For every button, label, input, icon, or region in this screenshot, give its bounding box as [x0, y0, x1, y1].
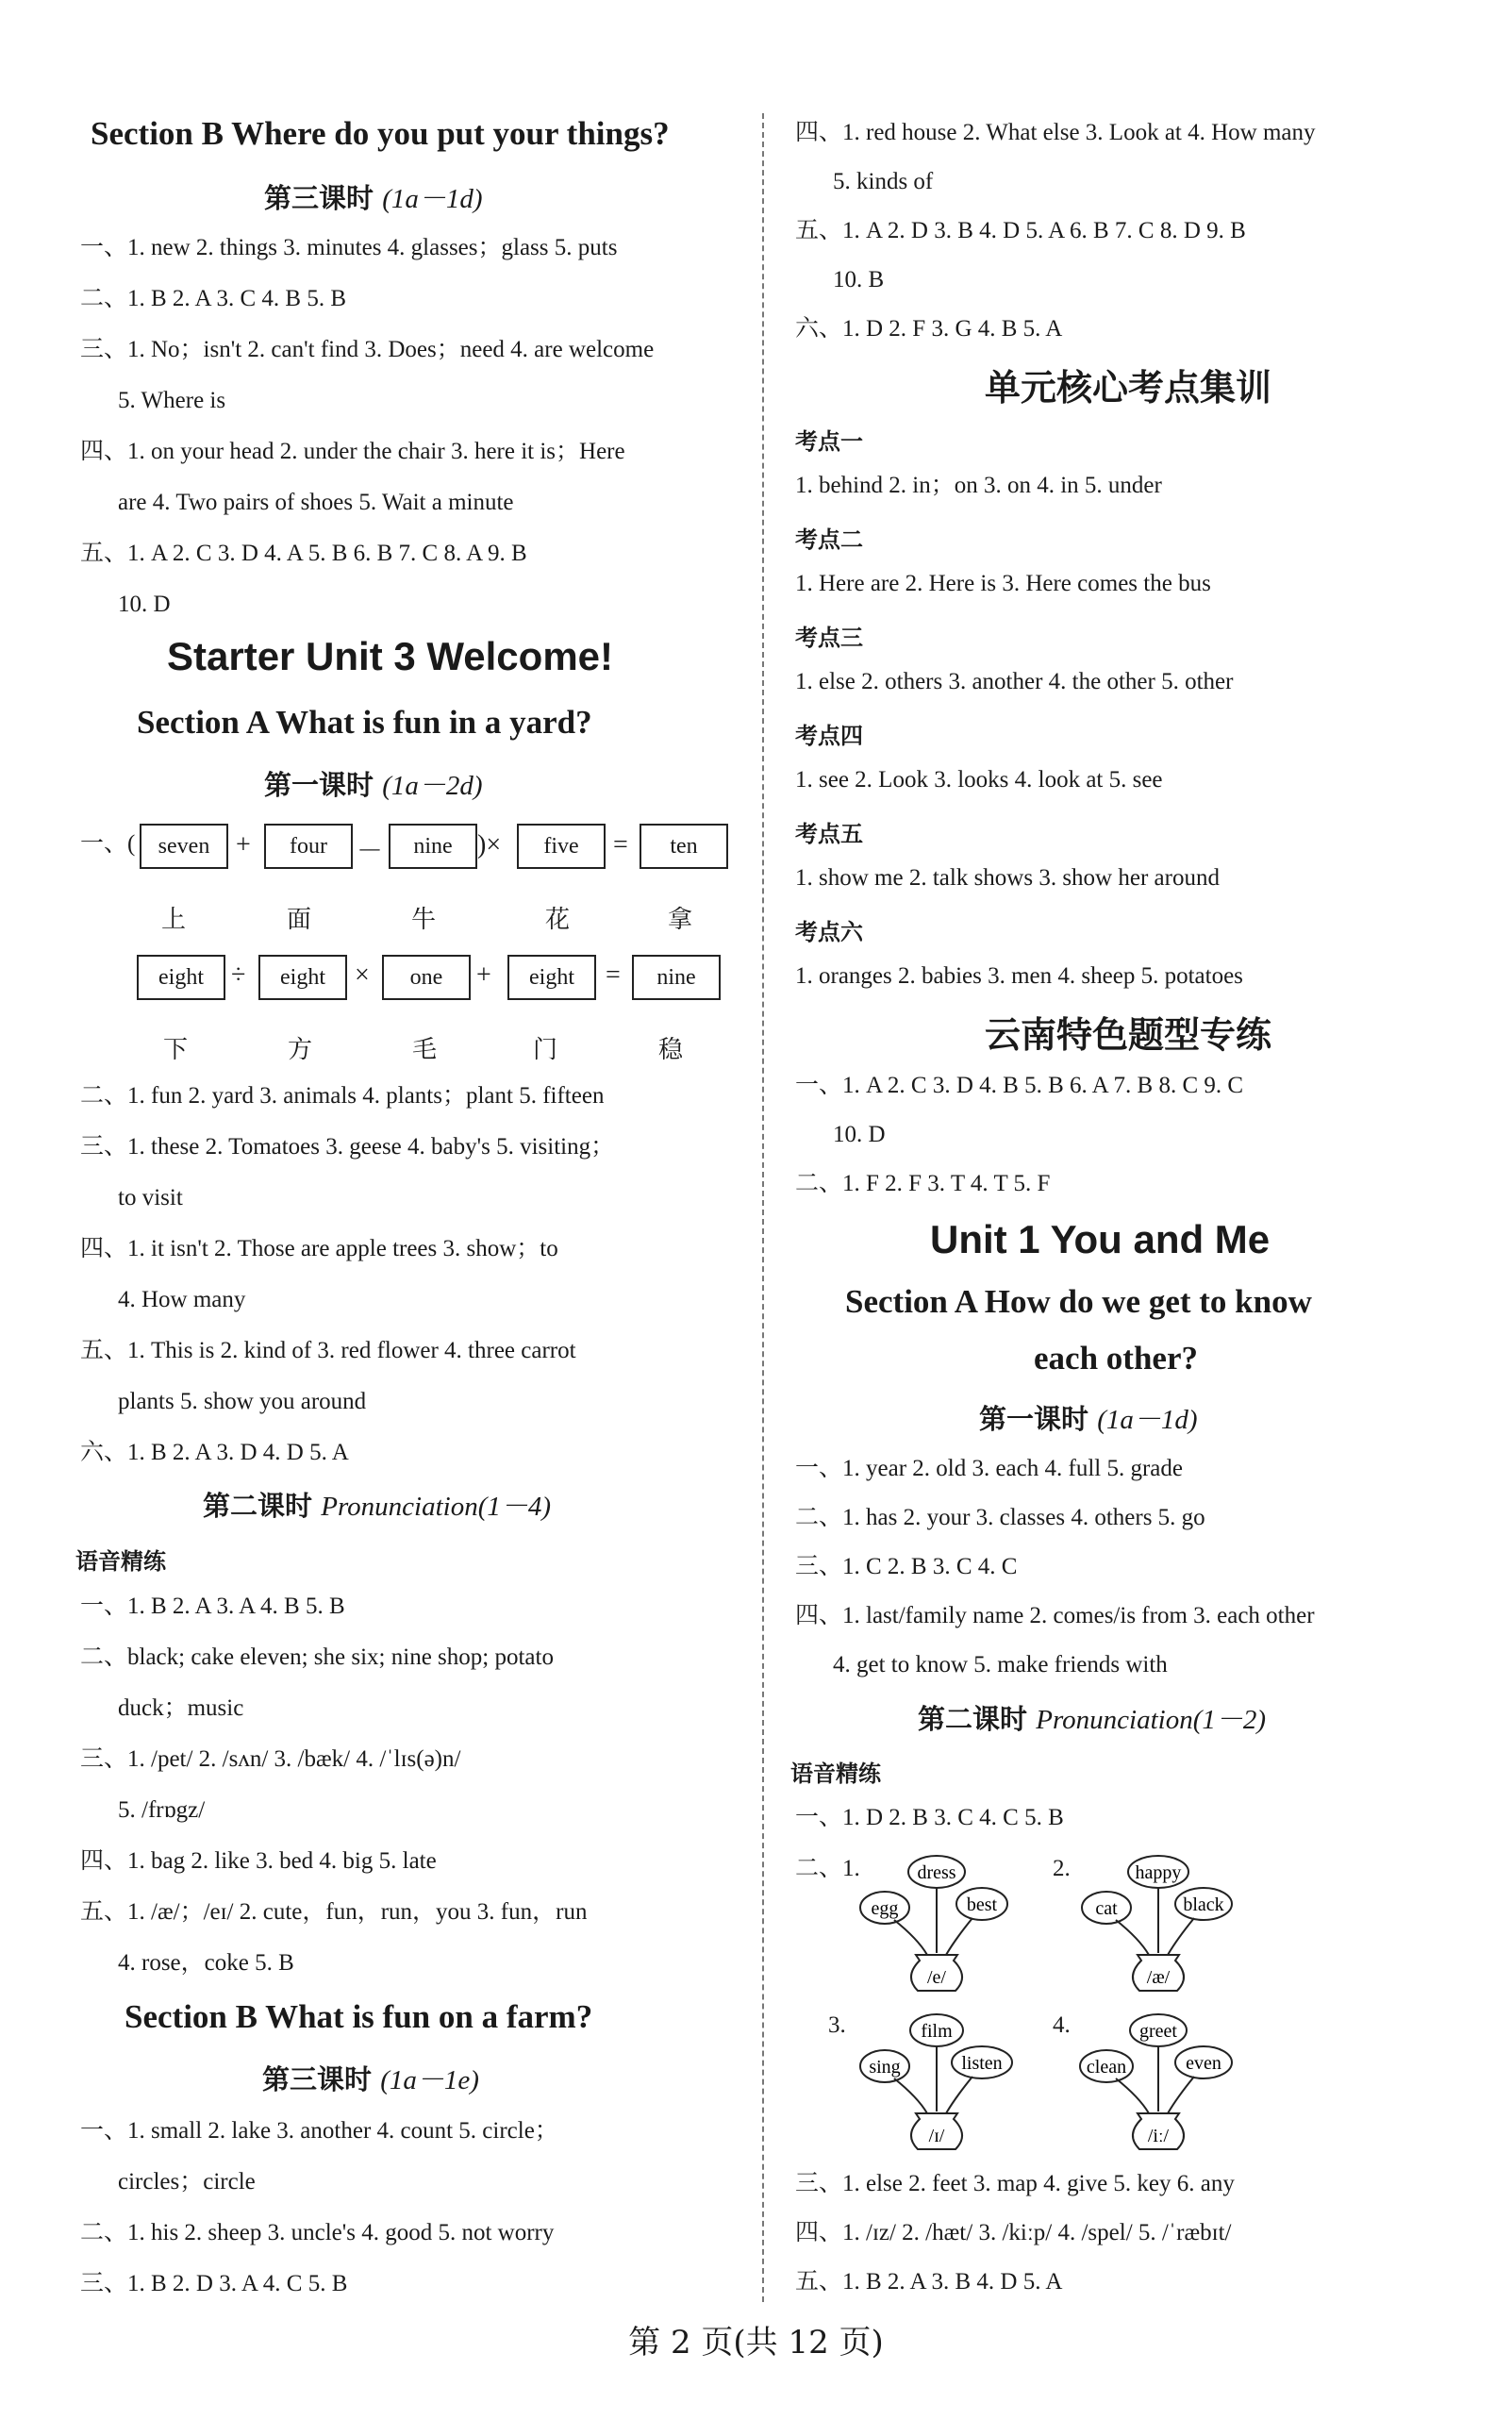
answer-line: 一、1. small 2. lake 3. another 4. count 5. circle； — [80, 2118, 558, 2144]
answer-line: 四、1. last/family name 2. comes/is from 3. each other — [795, 1603, 1315, 1628]
vase-word: sing — [869, 2057, 901, 2078]
word-vase — [852, 2008, 1022, 2158]
chinese-char: 花 — [545, 906, 571, 934]
operator: = — [613, 830, 628, 860]
vase-word: film — [921, 2021, 953, 2042]
word-vase — [1073, 2008, 1243, 2158]
answer-line: 一、1. year 2. old 3. each 4. full 5. grade — [795, 1456, 1183, 1481]
section-heading: Section B Where do you put your things? — [91, 115, 670, 152]
answer-line: 五、1. /æ/；/eɪ/ 2. cute，fun，run，you 3. fun，run — [80, 1899, 588, 1925]
vase-word: clean — [1086, 2057, 1127, 2078]
unit-heading: Unit 1 You and Me — [930, 1217, 1271, 1261]
operator: + — [476, 960, 491, 990]
answer-line: plants 5. show you around — [118, 1389, 367, 1414]
answer-line: are 4. Two pairs of shoes 5. Wait a minute — [118, 490, 514, 515]
answer-line: 1. else 2. others 3. another 4. the other 5. other — [795, 669, 1234, 694]
operator: × — [355, 960, 370, 990]
chinese-char: 毛 — [412, 1036, 438, 1064]
answer-line: 10. D — [833, 1122, 886, 1147]
answer-line: 二、1. fun 2. yard 3. animals 4. plants；plant 5. fifteen — [80, 1083, 605, 1109]
answer-line: to visit — [118, 1185, 183, 1210]
answer-line: 4. get to know 5. make friends with — [833, 1652, 1168, 1677]
answer-line: 三、1. /pet/ 2. /sʌn/ 3. /bæk/ 4. /ˈlɪs(ə)n/ — [80, 1746, 461, 1772]
operator: ÷ — [231, 960, 246, 990]
word-vase — [852, 1849, 1022, 1999]
section-heading: each other? — [1034, 1340, 1198, 1377]
kaodian-label: 考点一 — [795, 428, 863, 455]
vase-word: dress — [917, 1862, 956, 1883]
operator: )× — [477, 830, 502, 860]
answer-line: 一、1. D 2. B 3. C 4. C 5. B — [795, 1805, 1064, 1830]
chinese-char: 面 — [287, 906, 312, 934]
word-box: five — [517, 824, 606, 869]
lesson-heading: 第一课时 (1a－2d) — [264, 769, 483, 801]
word-box: four — [264, 824, 353, 869]
lesson-heading: 第二课时 Pronunciation(1－2) — [918, 1703, 1267, 1735]
word-box: one — [382, 955, 471, 1000]
answer-line: 二、black; cake eleven; she six; nine shop; potato — [80, 1644, 554, 1670]
vase-sound: /iː/ — [1147, 2126, 1170, 2146]
chinese-char: 门 — [533, 1036, 558, 1064]
answer-line: 一、1. B 2. A 3. A 4. B 5. B — [80, 1594, 345, 1619]
answer-line: 1. behind 2. in；on 3. on 4. in 5. under — [795, 473, 1162, 498]
answer-line: circles；circle — [118, 2169, 256, 2195]
chinese-char: 方 — [288, 1036, 313, 1064]
answer-line: 五、1. A 2. C 3. D 4. A 5. B 6. B 7. C 8. A 9. B — [80, 541, 527, 566]
column-divider — [762, 113, 764, 2302]
word-box: nine — [389, 824, 477, 869]
core-title: 单元核心考点集训 — [985, 367, 1272, 409]
section-heading: Section B What is fun on a farm? — [125, 1998, 593, 2035]
answer-line: 五、1. B 2. A 3. B 4. D 5. A — [795, 2269, 1063, 2295]
kaodian-label: 考点二 — [795, 526, 863, 553]
lesson-heading: 第三课时 (1a－1e) — [262, 2063, 479, 2095]
answer-line: 1. see 2. Look 3. looks 4. look at 5. see — [795, 767, 1163, 793]
answer-line: 三、1. No；isn't 2. can't find 3. Does；need 4. are welcome — [80, 337, 655, 362]
answer-line: 二、1. his 2. sheep 3. uncle's 4. good 5. not worry — [80, 2220, 555, 2245]
answer-line: 三、1. C 2. B 3. C 4. C — [795, 1554, 1018, 1579]
answer-line: 1. oranges 2. babies 3. men 4. sheep 5. potatoes — [795, 963, 1243, 989]
answer-line: 二、1. B 2. A 3. C 4. B 5. B — [80, 286, 346, 311]
operator: + — [236, 830, 251, 860]
page-footer: 第 2 页(共 12 页) — [628, 2324, 884, 2362]
answer-line: 1. show me 2. talk shows 3. show her around — [795, 865, 1220, 891]
vase-word: black — [1183, 1894, 1224, 1915]
answer-line: 四、1. bag 2. like 3. bed 4. big 5. late — [80, 1848, 437, 1874]
answer-line: 1. Here are 2. Here is 3. Here comes the bus — [795, 571, 1211, 596]
answer-line: 三、1. else 2. feet 3. map 4. give 5. key 6. any — [795, 2171, 1235, 2196]
word-box: eight — [137, 955, 225, 1000]
answer-line: 4. How many — [118, 1287, 246, 1312]
unit-heading: Starter Unit 3 Welcome! — [167, 634, 614, 678]
answer-line: 10. B — [833, 267, 885, 292]
answer-line: 二、1. F 2. F 3. T 4. T 5. F — [795, 1171, 1051, 1196]
vase-word: best — [966, 1894, 998, 1915]
answer-line: 5. /frɒgz/ — [118, 1797, 206, 1823]
answer-line: 一、1. A 2. C 3. D 4. B 5. B 6. A 7. B 8. C 9. C — [795, 1073, 1244, 1098]
vase-sound: /æ/ — [1146, 1967, 1171, 1988]
lesson-heading: 第三课时 (1a－1d) — [264, 182, 483, 214]
answer-line: 二、1. has 2. your 3. classes 4. others 5. go — [795, 1505, 1205, 1530]
answer-line: 六、1. D 2. F 3. G 4. B 5. A — [795, 316, 1063, 342]
answer-line: 五、1. This is 2. kind of 3. red flower 4. three carrot — [80, 1338, 576, 1363]
operator: = — [606, 960, 621, 990]
answer-line: 五、1. A 2. D 3. B 4. D 5. A 6. B 7. C 8. D 9. B — [795, 218, 1246, 243]
answer-line: 三、1. B 2. D 3. A 4. C 5. B — [80, 2271, 348, 2296]
vase-word: cat — [1095, 1898, 1118, 1919]
vase-number: 3. — [828, 2012, 846, 2038]
answer-line: 10. D — [118, 592, 171, 617]
section-heading: Section A What is fun in a yard? — [137, 704, 592, 741]
operator: － — [357, 837, 384, 866]
kaodian-label: 考点三 — [795, 625, 863, 651]
answer-line: duck；music — [118, 1695, 244, 1721]
word-box: nine — [632, 955, 721, 1000]
word-box: eight — [507, 955, 596, 1000]
kaodian-label: 考点五 — [795, 821, 863, 847]
answer-line: 四、1. /ɪz/ 2. /hæt/ 3. /kiːp/ 4. /spel/ 5. /ˈræbɪt/ — [795, 2220, 1232, 2245]
vase-word: listen — [961, 2053, 1003, 2074]
vase-number: 2. — [1053, 1856, 1071, 1881]
answer-line: 5. Where is — [118, 388, 226, 413]
vase-word: greet — [1139, 2021, 1177, 2042]
answer-line: 四、1. on your head 2. under the chair 3. here it is；Here — [80, 439, 625, 464]
word-box: seven — [140, 824, 228, 869]
subheading: 语音精练 — [75, 1548, 166, 1575]
answer-line: 六、1. B 2. A 3. D 4. D 5. A — [80, 1440, 349, 1465]
yunnan-title: 云南特色题型专练 — [985, 1014, 1272, 1056]
vase-sound: /ɪ/ — [928, 2126, 945, 2146]
vase-number: 4. — [1053, 2012, 1071, 2038]
word-box: eight — [258, 955, 347, 1000]
vase-word: happy — [1135, 1862, 1182, 1883]
puzzle-prefix: 一、( — [80, 831, 136, 857]
answer-line: 四、1. red house 2. What else 3. Look at 4. How many — [795, 120, 1316, 145]
answer-line: 一、1. new 2. things 3. minutes 4. glasses；glass 5. puts — [80, 235, 618, 260]
answer-line: 5. kinds of — [833, 169, 934, 194]
answer-line: 二、1. — [795, 1856, 860, 1881]
chinese-char: 拿 — [668, 906, 693, 934]
word-vase — [1073, 1849, 1243, 1999]
answer-line: 4. rose，coke 5. B — [118, 1950, 294, 1976]
kaodian-label: 考点四 — [795, 723, 863, 749]
section-heading: Section A How do we get to know — [845, 1283, 1312, 1320]
chinese-char: 上 — [161, 906, 187, 934]
word-box: ten — [640, 824, 728, 869]
answer-line: 四、1. it isn't 2. Those are apple trees 3. show；to — [80, 1236, 558, 1261]
answer-line: 三、1. these 2. Tomatoes 3. geese 4. baby's 5. visiting； — [80, 1134, 615, 1160]
chinese-char: 稳 — [658, 1036, 684, 1064]
vase-sound: /e/ — [927, 1967, 946, 1988]
subheading: 语音精练 — [790, 1761, 881, 1787]
vase-word: egg — [871, 1898, 899, 1919]
kaodian-label: 考点六 — [795, 919, 863, 945]
lesson-heading: 第二课时 Pronunciation(1－4) — [203, 1490, 552, 1522]
lesson-heading: 第一课时 (1a－1d) — [979, 1403, 1198, 1435]
chinese-char: 下 — [163, 1036, 189, 1064]
vase-word: even — [1186, 2053, 1221, 2074]
chinese-char: 牛 — [411, 906, 437, 934]
